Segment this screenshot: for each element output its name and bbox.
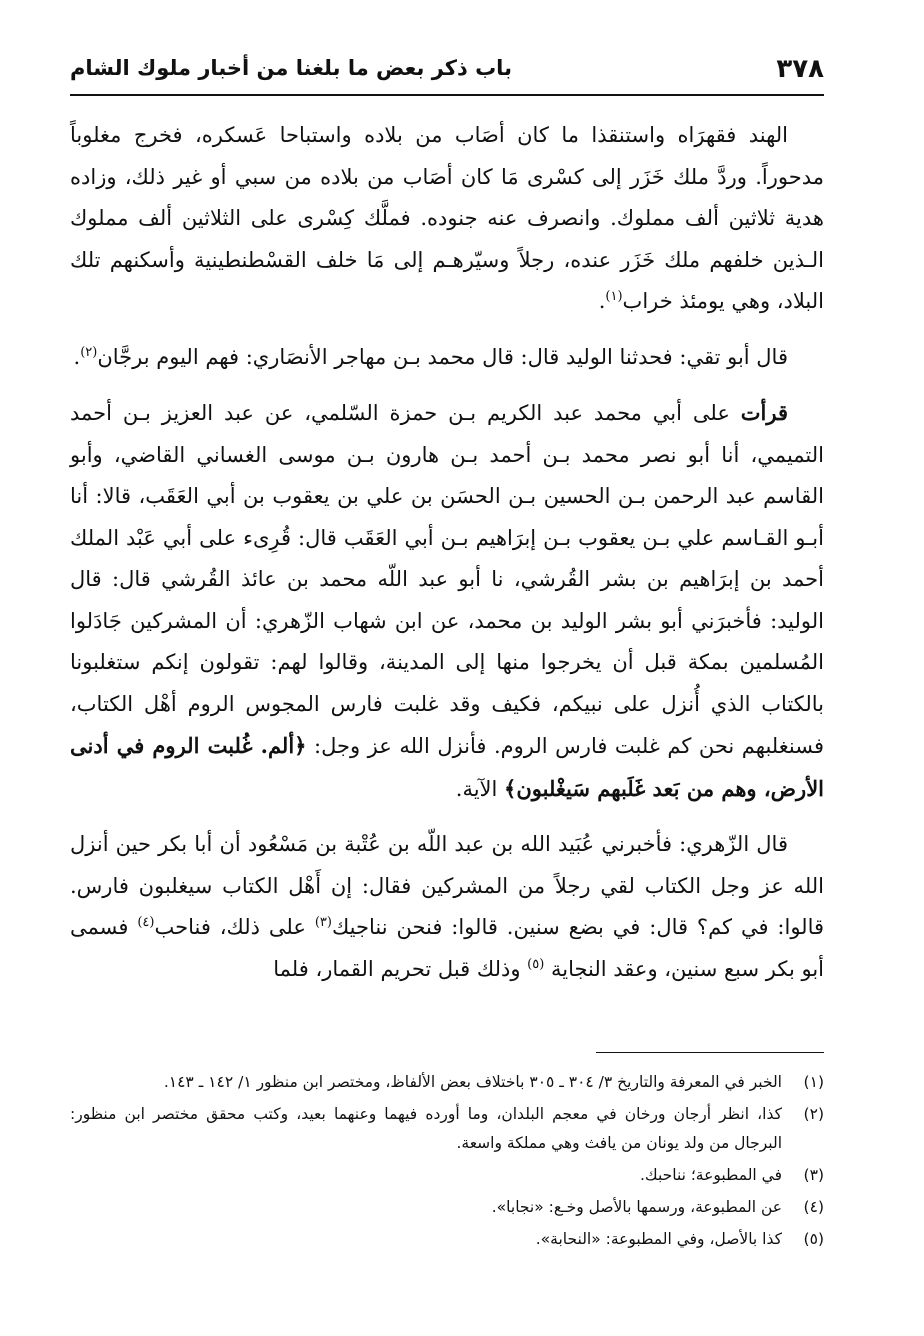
text-run: فسمى أبو بكر سبع سنين، وعقد النجاية (70, 915, 824, 981)
text-run: الهند فقهرَاه واستنقذا ما كان أصَاب من بلاده واستباحا عَسكره، فخرج مغلوباً مدحوراً. وردَّ ملك خَزَر إلى كسْرى مَا كان أصَاب من بلاده من سبي أو غير ذلك، وزاده هدية ثلاثين ألف مملوك. وانصرف عنه جنوده. فملَّك كِسْرى على الثلاثين ألف مملوك الـذين خلفهم ملك خَزَر عنده، رجلاً وسيّرهـم إلى مَا خلف القسْطنطينية وأسكنهم تلك البلاد، وهي يومئذ خراب (70, 123, 824, 313)
header-rule (70, 94, 824, 96)
page-number: ٣٧٨ (776, 54, 824, 84)
footnote-number: (٣) (803, 1166, 824, 1184)
footnote-number: (٢) (803, 1105, 824, 1123)
paragraph (70, 115, 824, 323)
text-run: وذلك قبل تحريم القمار، فلما (273, 956, 528, 981)
bold-text: قرأت (740, 400, 788, 425)
footnote (70, 1068, 824, 1097)
footnote-marker: (٤) (137, 915, 155, 930)
footnote-marker: (٥) (527, 956, 545, 972)
text-run: قال أبو تقي: فحدثنا الوليد قال: قال محمد بـن مهاجر الأنصَاري: فهم اليوم برجَّان (97, 344, 788, 369)
footnote (70, 1225, 824, 1254)
footnote-text: عن المطبوعة، ورسمها بالأصل وخـع: «نجابا». (491, 1198, 782, 1216)
footnote-number: (٤) (803, 1198, 824, 1216)
text-run: قال الزّهري: فأخبرني عُبَيد الله بن عبد اللّه بن عُتْبة بن مَسْعُود أن أبا بكر حين أنزل الله عز وجل الكتاب لقي رجلاً من المشركين فقال: إن أَهْل الكتاب سيغلبون فارس. قالوا: في كم؟ قال: في بضع سنين. قالوا: فنحن نناجيك (70, 832, 824, 939)
footnote-text: كذا، انظر أرجان ورخان في معجم البلدان، وما أورده فيهما وعنهما بعيد، وكتب محقق مختصر ابن منظور: البرجال من ولد يونان من يافث وهي مملكة واسعة. (70, 1105, 782, 1152)
footnotes (70, 1068, 824, 1257)
bold-text: ﴿ألم. غُلبت الروم في أدنى الأرض، وهم من بَعد غَلَبهم سَيغْلبون﴾ (70, 733, 824, 801)
paragraph (70, 392, 824, 810)
text-run: على ذلك، فناحب (154, 915, 315, 939)
paragraph (70, 337, 824, 379)
main-text (70, 115, 824, 990)
footnote-number: (١) (803, 1073, 824, 1091)
page-header (70, 48, 824, 92)
footnote (70, 1193, 824, 1222)
footnote-marker: (٢) (80, 344, 98, 360)
footnote-text: كذا بالأصل، وفي المطبوعة: «النحابة». (535, 1230, 782, 1248)
footnote-number: (٥) (803, 1230, 824, 1248)
text-run: . (73, 344, 81, 369)
paragraph (70, 824, 824, 990)
text-run: الآية. (455, 776, 505, 801)
footnote-text: في المطبوعة؛ نناحبك. (639, 1166, 782, 1184)
footnote (70, 1161, 824, 1190)
text-run: على أبي محمد عبد الكريم بـن حمزة السّلمي، عن عبد العزيز بـن أحمد التميمي، أنا أبو نصر محمد بـن أحمد بـن هارون بـن موسى الغساني القاضي، وأبو القاسم عبد الرحمن بـن الحسين بـن الحسَن بن علي بن يعقوب بن أبي العَقَب، قالا: أنا أبـو القـاسم علي بـن يعقوب بـن إبرَاهيم بـن أبي العَقَب قال: قُرِىء على أبي عَبْد الملك أحمد بن إبرَاهيم بن بشر القُرشي، نا أبو عبد اللّه محمد بن عائذ القُرشي قال: قال الوليد: فأخبرَني أبو بشر الوليد بن محمد، عن ابن شهاب الزّهري: أن المشركين جَادَلوا المُسلمين بمكة قبل أن يخرجوا منها إلى المدينة، وقالوا لهم: تقولون إنكم ستغلبونا بالكتاب الذي أُنزل على نبيكم، فكيف وقد غلبت فارس المجوس الروم أهْل الكتاب، فسنغلبهم نحن كم غلبت فارس الروم. فأنزل الله عز وجل: (70, 401, 824, 758)
footnote (70, 1100, 824, 1158)
footnote-text: الخبر في المعرفة والتاريخ ٣/ ٣٠٤ ـ ٣٠٥ باختلاف بعض الألفاظ، ومختصر ابن منظور ١/ ١٤٢ ـ ١٤٣. (163, 1073, 782, 1091)
running-title: باب ذكر بعض ما بلغنا من أخبار ملوك الشام (70, 56, 512, 80)
footnote-rule (596, 1052, 824, 1053)
footnote-marker: (١) (605, 289, 623, 304)
text-run: . (598, 289, 606, 313)
footnote-marker: (٣) (314, 915, 332, 930)
